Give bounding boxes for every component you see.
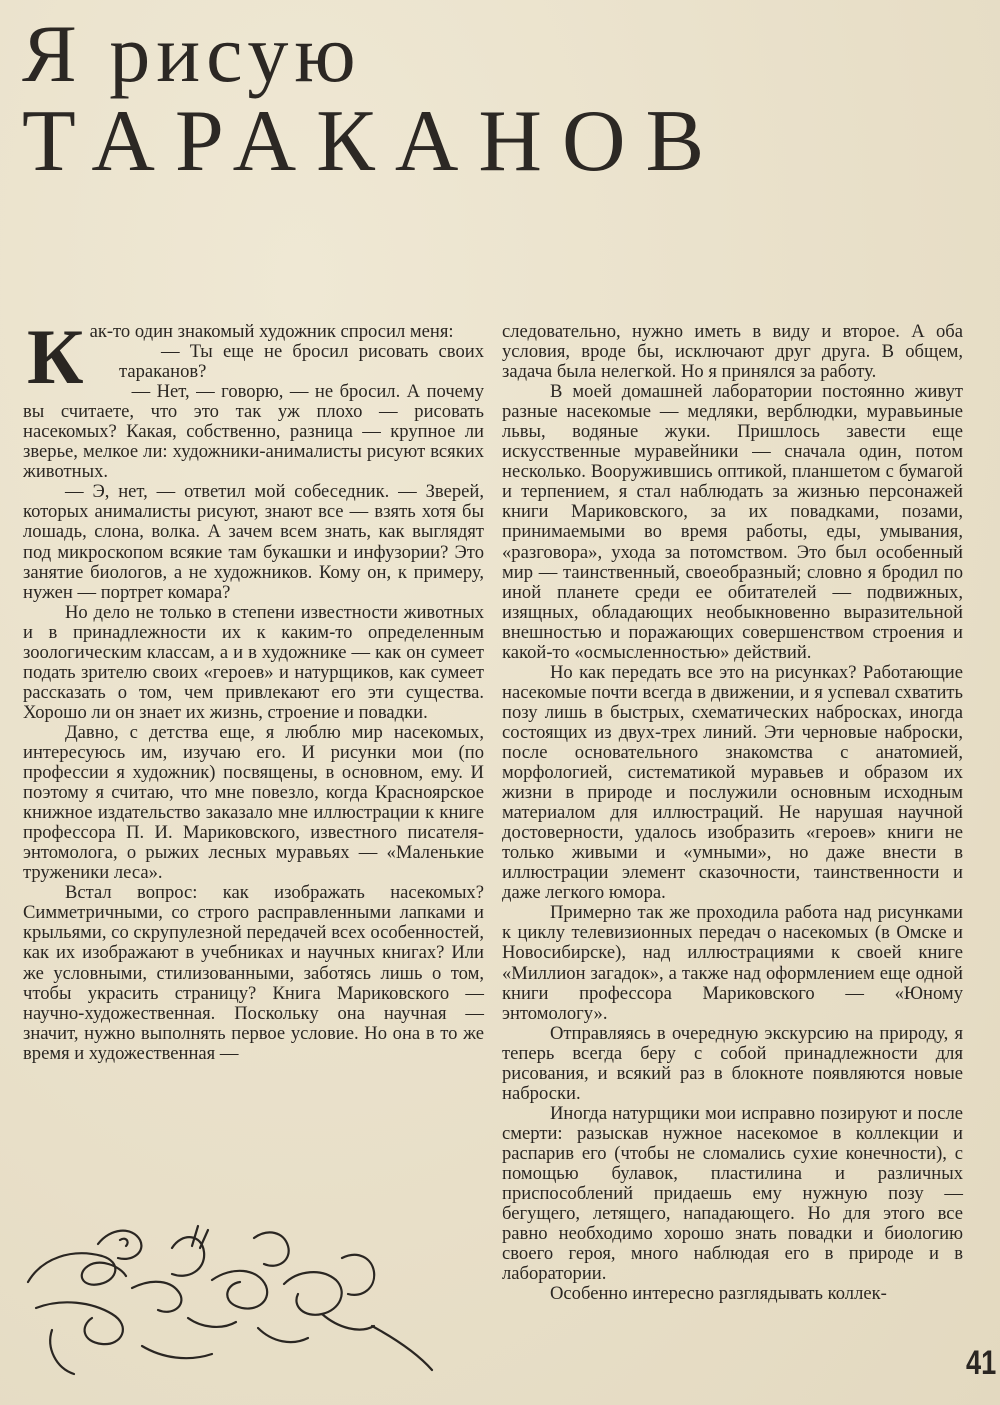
sketch-stroke <box>36 1302 123 1344</box>
article-title-line1: Я рисую <box>22 8 362 99</box>
article-title-line2: ТАРАКАНОВ <box>22 93 725 190</box>
sketch-stroke <box>254 1232 289 1265</box>
paragraph: Иногда натурщики мои исправно позируют и после смерти: разыскав нужное насекомое в коллекции и распарив его (чтобы не сломались сухие конечности), с помощью булавок, пластилина и различных приспособлений придаешь ему нужную позу — бегущего, летящего, нападающего. Но для этого все равно необходимо хорошо знать повадки и биологию своего героя, много наблюдая его в природе и в лаборатории. <box>502 1102 963 1285</box>
paragraph: Примерно так же проходила работа над рисунками к циклу телевизионных передач о насекомых (в Омске и Новосибирске), над иллюстрациями к своей книге «Миллион загадок», а также над оформлением еще одной книги профессора Мариковского — «Юному энтомологу». <box>502 902 963 1024</box>
paragraph: — Э, нет, — ответил мой собеседник. — Зверей, которых анималисты рисуют, знают все — взять хотя бы лошадь, слона, волка. А зачем всем знать, как выглядят под микроскопом всякие там букашки и инфузории? Это занятие биологов, а не художников. Кому он, к примеру, нужен — портрет комара? <box>23 481 484 603</box>
sketch-stroke <box>132 1282 181 1312</box>
paragraph: Давно, с детства еще, я люблю мир насекомых, интересуюсь им, изучаю его. И рисунки мои (по профессии я художник) посвящены, в основном, ему. И поэтому я считаю, что мне повезло, когда Красноярское книжное издательство заказало мне иллюстрации к книге профессора П. И. Мариковского, известного писателя-энтомолога, о рыжих лесных муравьях — «Маленькие труженики леса». <box>23 721 484 884</box>
paragraph: В моей домашней лаборатории постоянно живут разные насекомые — медляки, верблюдки, муравьиные львы, водяные жуки. Пришлось завести еще искусственные муравейники — сначала один, потом несколько. Вооружившись оптикой, планшетом с бумагой и терпением, я стал наблюдать за жизнью персонажей книги Мариковского, за их повадками, позами, принимаемыми во время работы, еды, умывания, «разговора», ухода за потомством. Это был особенный мир — таинственный, своеобразный; словно я бродил по иной планете среди ее обитателей — подвижных, изящных, обладающих необыкновенно выразительной внешностью и поражающих совершенством строения и какой-то «осмысленностью» действий. <box>502 381 963 663</box>
paragraph: Но дело не только в степени известности животных и в принадлежности их к каким-то определенным зоологическим классам, а и в художнике — как он сумеет подать зрителю своих «героев» и натурщиков, как сумеет рассказать о том, чем привлекают его эти существа. Хорошо ли он знает их жизнь, строение и повадки. <box>23 601 484 723</box>
paragraph-dialog-question: — Ты еще не бросил рисовать своих тараканов? <box>119 341 484 383</box>
right-text-column <box>502 322 963 1304</box>
sketch-stroke <box>120 1239 128 1246</box>
left-text-column <box>23 313 484 1064</box>
paragraph-last: Особенно интересно разглядывать коллек- <box>550 1283 887 1305</box>
sketch-stroke <box>342 1255 374 1295</box>
sketch-stroke <box>28 1253 126 1284</box>
paragraph: Встал вопрос: как изображать насекомых? Симметричными, со строго расправленными лапками и крыльями, со скрупулезной передачей всех особенностей, как их изображают в учебниках и научных книгах? Или же условными, стилизованными, заботясь лишь о том, чтобы украсить страницу? Книга Мариковского — научно-художественная. Поскольку она научная — значит, нужно выполнять первое условие. Но она в то же время и художественная — <box>23 882 484 1064</box>
sketch-stroke <box>284 1272 342 1315</box>
sketch-stroke <box>142 1346 212 1358</box>
sketch-stroke <box>188 1318 236 1327</box>
insect-sketch-illustration <box>22 1218 442 1378</box>
paragraph: Но как передать все это на рисунках? Работающие насекомые почти всегда в движении, и я успевал схватить позу лишь в быстрых, схематических набросках, иногда состоящих из двух-трех линий. Эти черновые наброски, после основательного знакомства с анатомией, морфологией, систематикой муравьев и образом их жизни в природе и послужили основным исходным материалом для иллюстраций. Не нарушая научной достоверности, удалось изобразить «героев» книги не только живыми и «умными», но даже внести в иллюстрации элемент сказочности, таинственности и даже легкого юмора. <box>502 661 963 904</box>
paragraph-continued: следовательно, нужно иметь в виду и второе. А оба условия, вроде бы, исключают друг друга. В общем, задача была нелегкой. Но я принялся за работу. <box>502 321 963 383</box>
sketch-stroke <box>322 1314 374 1330</box>
sketch-stroke <box>98 1231 141 1259</box>
sketch-stroke <box>50 1330 74 1374</box>
sketch-stroke <box>192 1226 208 1248</box>
sketch-stroke <box>212 1271 267 1309</box>
paragraph: — Нет, — говорю, — не бросил. А почему вы считаете, что это так уж плохо — рисовать насекомых? Какая, собственно, разница — крупное ли зверье, мелкое ли: художники-анималисты рисуют всяких животных. <box>23 381 484 483</box>
paragraph-text: ак-то один знакомый художник спросил меня: <box>89 321 454 342</box>
sketch-stroke <box>172 1237 204 1276</box>
page-number: 41 <box>966 1344 997 1382</box>
paragraph: Отправляясь в очередную экскурсию на природу, я теперь всегда беру с собой принадлежности для рисования, и всякий раз в блокноте появляются новые наброски. <box>502 1022 963 1104</box>
sketch-stroke <box>372 1326 432 1370</box>
drop-cap: К <box>27 313 84 400</box>
sketch-stroke <box>258 1328 308 1342</box>
